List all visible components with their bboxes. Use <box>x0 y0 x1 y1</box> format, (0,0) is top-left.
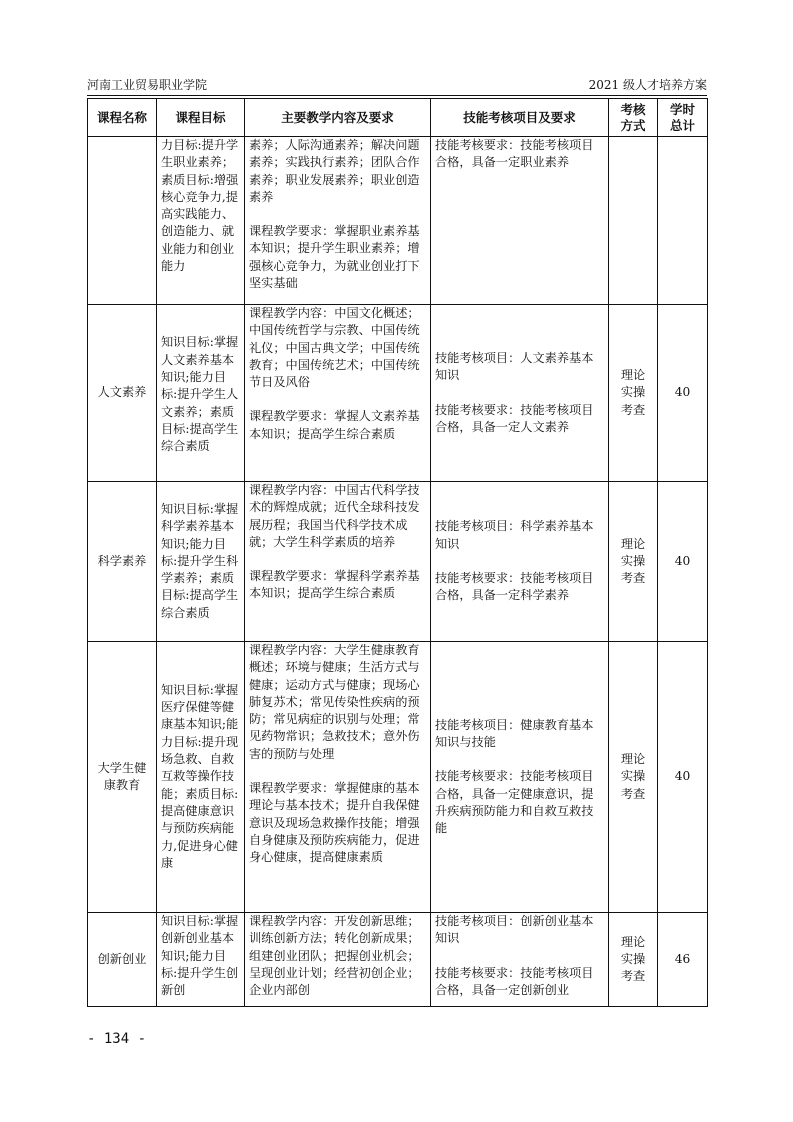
skill-assessment <box>431 913 609 1007</box>
course-goal: 知识目标:掌握医疗保健等健康基本知识;能力目标:提升现场急救、自救互救等操作技能；素质目标:提高健康意识与预防疾病能力,促进身心健康 <box>157 642 245 913</box>
total-hours: 40 <box>658 305 708 482</box>
course-content <box>245 137 431 305</box>
content-part-1: 课程教学内容：大学生健康教育概述；环境与健康；生活方式与健康；运动方式与健康；现场心肺复苏术；常见传染性疾病的预防；常见病症的识别与处理；常见药物常识；急救技术；意外伤害的预防与处理 <box>249 643 420 761</box>
skill-part-1: 技能考核要求：技能考核项目合格，具备一定职业素养 <box>435 138 594 170</box>
skill-part-2: 技能考核要求：技能考核项目合格，具备一定创新创业 <box>435 965 594 997</box>
content-part-2: 课程教学要求：掌握科学素养基本知识；提高学生综合素质 <box>249 569 420 601</box>
skill-assessment <box>431 137 609 305</box>
skill-part-1: 技能考核项目：创新创业基本知识 <box>435 914 594 946</box>
assessment-method: 理论 实操 考查 <box>609 642 658 913</box>
total-hours: 40 <box>658 482 708 642</box>
course-goal: 知识目标:掌握创新创业基本知识;能力目标:提升学生创新创 <box>157 913 245 1007</box>
school-name: 河南工业贸易职业学院 <box>87 78 208 92</box>
course-name <box>88 137 157 305</box>
skill-part-1: 技能考核项目：人文素养基本知识 <box>435 350 594 383</box>
table-row <box>88 642 708 913</box>
content-part-2: 课程教学要求：掌握职业素养基本知识；提升学生职业素养；增强核心竞争力，为就业创业打下坚实基础 <box>249 224 420 291</box>
content-part-1: 课程教学内容：中国文化概述；中国传统哲学与宗教、中国传统礼仪；中国古典文学；中国传统教育；中国传统艺术；中国传统节日及风俗 <box>249 306 420 390</box>
skill-part-2: 技能考核要求：技能考核项目合格，具备一定人文素养 <box>435 402 594 434</box>
table-row <box>88 482 708 642</box>
table-row <box>88 913 708 1007</box>
skill-assessment <box>431 482 609 642</box>
course-table <box>87 98 708 1007</box>
col-header-goal: 课程目标 <box>157 99 245 137</box>
table-header-row <box>88 99 708 137</box>
course-name: 大学生健康教育 <box>88 642 157 913</box>
total-hours: 46 <box>658 913 708 1007</box>
total-hours: 40 <box>658 642 708 913</box>
assessment-method <box>609 137 658 305</box>
skill-assessment <box>431 305 609 482</box>
skill-part-2: 技能考核要求：技能考核项目合格，具备一定科学素养 <box>435 571 594 603</box>
course-name: 科学素养 <box>88 482 157 642</box>
course-goal: 知识目标:掌握人文素养基本知识;能力目标:提升学生人文素养；素质目标:提高学生综合素质 <box>157 305 245 482</box>
course-goal: 知识目标:掌握科学素养基本知识;能力目标:提升学生科学素养；素质目标:提高学生综合素质 <box>157 482 245 642</box>
skill-part-1: 技能考核项目：健康教育基本知识与技能 <box>435 717 594 749</box>
content-part-1: 课程教学内容：开发创新思维；训练创新方法；转化创新成果；组建创业团队；把握创业机会；呈现创业计划；经营初创企业；企业内部创 <box>249 914 420 998</box>
course-content <box>245 642 431 913</box>
assessment-method: 理论 实操 考查 <box>609 913 658 1007</box>
plan-title: 2021 级人才培养方案 <box>588 78 707 92</box>
page-number: - 134 - <box>87 1031 147 1047</box>
content-part-2: 课程教学要求：掌握人文素养基本知识；提高学生综合素质 <box>249 409 420 441</box>
skill-assessment <box>431 642 609 913</box>
table-row <box>88 137 708 305</box>
table-row <box>88 305 708 482</box>
col-header-method: 考核 方式 <box>609 99 658 137</box>
course-name: 人文素养 <box>88 305 157 482</box>
course-goal: 力目标:提升学生职业素养；素质目标:增强核心竞争力,提高实践能力、创造能力、就业能力和创业能力 <box>157 137 245 305</box>
content-part-1: 素养；人际沟通素养；解决问题素养；实践执行素养；团队合作素养；职业发展素养；职业创造素养 <box>249 138 420 204</box>
course-content <box>245 482 431 642</box>
skill-part-1: 技能考核项目：科学素养基本知识 <box>435 519 594 551</box>
col-header-hours: 学时 总计 <box>658 99 708 137</box>
assessment-method: 理论 实操 考查 <box>609 305 658 482</box>
total-hours <box>658 137 708 305</box>
course-name: 创新创业 <box>88 913 157 1007</box>
header-rule <box>87 95 707 96</box>
col-header-skill: 技能考核项目及要求 <box>431 99 609 137</box>
skill-part-2: 技能考核要求：技能考核项目合格，具备一定健康意识，提升疾病预防能力和自救互救技能 <box>435 769 594 836</box>
course-content <box>245 913 431 1007</box>
assessment-method: 理论 实操 考查 <box>609 482 658 642</box>
col-header-content: 主要教学内容及要求 <box>245 99 431 137</box>
page-header <box>87 76 707 94</box>
course-content <box>245 305 431 482</box>
content-part-2: 课程教学要求：掌握健康的基本理论与基本技术；提升自我保健意识及现场急救操作技能；增强自身健康及预防疾病能力，促进身心健康，提高健康素质 <box>249 781 420 865</box>
col-header-name: 课程名称 <box>88 99 157 137</box>
content-part-1: 课程教学内容：中国古代科学技术的辉煌成就；近代全球科技发展历程；我国当代科学技术成就；大学生科学素质的培养 <box>249 483 420 549</box>
